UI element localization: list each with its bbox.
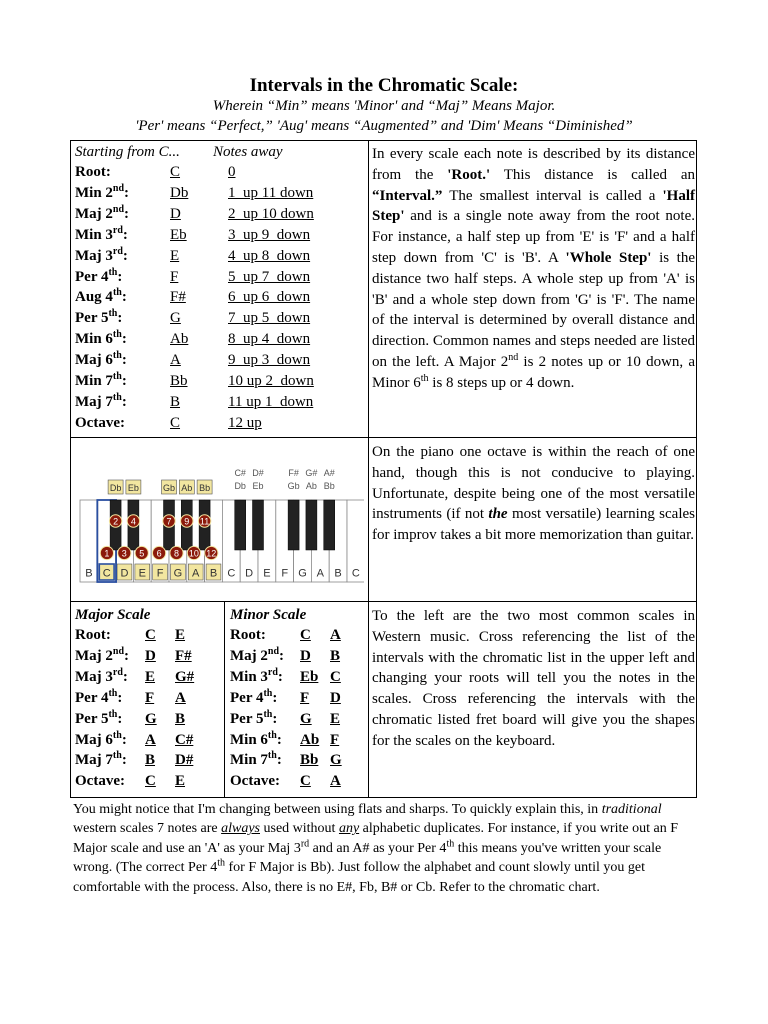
interval-steps: 3 up 9 down (228, 226, 311, 243)
white-key-label: G (298, 567, 307, 580)
interval-name: Maj 6th: (75, 350, 127, 369)
scale-degree: Per 4th: (230, 687, 278, 706)
white-key-label: B (334, 567, 342, 580)
interval-explanation: In every scale each note is described by its distance from the 'Root.' This distance is called an “Interval.” The smallest interval is called a 'Half Step' and is a single note away from the root note. For instance, a half step up from 'E' is 'F' and a half step down from 'C' is 'B'. A 'Whole Step' is the distance two half steps. A whole step up from 'A' is 'B' and a whole step down from 'G' is 'F'. The name of the interval is determined by overall distance and direction. Common names and steps needed are listed on the left. A Major 2nd is 2 notes up or 10 down, a Minor 6th is 8 steps up or 4 down. (372, 146, 696, 391)
scale-degree: Maj 2nd: (230, 645, 285, 664)
interval-name: Aug 4th: (75, 287, 127, 306)
interval-number: 10 (188, 548, 199, 559)
column-divider (368, 141, 369, 797)
scale-note-c-root: F (145, 689, 155, 706)
white-key-label: A (192, 567, 200, 580)
scale-note-c-root: C (300, 773, 311, 790)
scale-column-divider (224, 601, 225, 798)
black-key-sharp-label: D# (252, 468, 264, 478)
white-key-label: F (281, 567, 289, 580)
interval-number: 4 (130, 516, 136, 527)
scale-degree: Maj 2nd: (75, 645, 130, 664)
interval-name: Min 6th: (75, 329, 127, 348)
interval-note: Bb (170, 373, 188, 389)
interval-number: 1 (104, 548, 110, 559)
interval-steps: 6 up 6 down (228, 289, 311, 306)
interval-steps: 12 up (228, 414, 262, 431)
interval-note: B (170, 393, 181, 410)
interval-steps: 2 up 10 down (228, 205, 314, 222)
scale-note-c-root: F (300, 689, 310, 706)
interval-steps: 5 up 7 down (228, 268, 311, 285)
white-key-label: A (316, 567, 324, 580)
scale-note-alt-root: E (175, 773, 186, 790)
scale-note-c-root: Eb (300, 668, 319, 685)
interval-note: G (170, 310, 181, 327)
black-key-sharp-label: C# (234, 468, 246, 478)
scale-degree: Octave: (75, 773, 125, 790)
interval-name: Maj 3rd: (75, 245, 128, 264)
interval-steps: 4 up 8 down (228, 247, 311, 264)
interval-note: D (170, 205, 181, 222)
interval-name: Min 7th: (75, 371, 127, 389)
scale-degree: Octave: (230, 773, 280, 790)
minor-scale-heading: Minor Scale (230, 607, 307, 623)
scale-note-alt-root: F (330, 731, 340, 748)
scale-note-alt-root: G (330, 752, 342, 769)
white-key-label: C (227, 567, 236, 580)
scale-note-alt-root: A (175, 689, 186, 706)
interval-note: A (170, 352, 181, 369)
scale-note-alt-root: C (330, 668, 341, 685)
interval-note: C (170, 414, 181, 431)
scale-degree: Min 7th: (230, 750, 282, 769)
white-key-label: D (245, 567, 254, 580)
interval-number: 6 (156, 548, 162, 559)
scale-note-c-root: Ab (300, 731, 320, 748)
interval-number: 12 (206, 548, 217, 559)
scale-note-alt-root: E (175, 627, 186, 643)
white-key-label: F (156, 567, 164, 580)
scale-note-c-root: C (145, 773, 156, 790)
interval-number: 3 (121, 548, 127, 559)
white-key-label: C (351, 567, 360, 580)
subtitle-abbreviations-1: Wherein “Min” means 'Minor' and “Maj” Means Major. (212, 98, 556, 114)
scale-degree: Per 4th: (75, 687, 123, 706)
black-key-label: Gb (162, 483, 176, 493)
scale-note-c-root: E (145, 668, 156, 685)
interval-note: F (170, 268, 179, 285)
page-title: Intervals in the Chromatic Scale: (249, 75, 519, 96)
intervals-header-start: Starting from C... (75, 144, 180, 160)
scale-note-c-root: C (145, 627, 156, 643)
piano-keyboard-diagram (76, 462, 364, 590)
intervals-header-notes-away: Notes away (213, 144, 283, 160)
scale-note-c-root: C (300, 627, 311, 643)
footer-note: You might notice that I'm changing between using flats and sharps. To quickly explain this, in traditional western scales 7 notes are always used without any alphabetic duplicates. For instance, if you write out an F Major scale and use an 'A' as your Maj 3rd and an A# as your Per 4th this means you've written your scale wrong. (The correct Per 4th for F Major is Bb). Just follow the alphabet and count slowly until you get comfortable with the process. Also, there is no E#, Fb, B# or Cb. Refer to the chromatic chart. (73, 802, 678, 895)
piano-explanation: On the piano one octave is within the reach of one hand, though this is not conducive to playing. Unfortunate, despite being one of the most versatile instruments (if not the most versatile) learning scales for improv takes a bit more memorization than guitar. (372, 444, 695, 544)
white-key-label: C (102, 567, 111, 580)
scale-degree: Root: (230, 627, 266, 643)
interval-number: 7 (166, 516, 172, 527)
interval-steps: 11 up 1 down (228, 393, 314, 410)
scale-degree: Maj 7th: (75, 750, 127, 769)
scale-note-alt-root: B (330, 647, 341, 664)
black-key-flat-label: Gb (287, 481, 300, 491)
interval-name: Maj 2nd: (75, 203, 130, 222)
major-scale-heading: Major Scale (75, 607, 151, 623)
scale-degree: Per 5th: (230, 708, 278, 727)
interval-number: 2 (113, 516, 119, 527)
scale-degree: Root: (75, 627, 111, 643)
interval-name: Octave: (75, 414, 125, 431)
interval-note: F# (170, 289, 186, 306)
black-key (253, 500, 264, 550)
interval-number: 8 (173, 548, 180, 559)
scale-note-alt-root: F# (175, 647, 192, 664)
black-key-flat-label: Ab (305, 481, 317, 491)
white-key-label: B (209, 567, 218, 580)
interval-note: E (170, 247, 180, 264)
scale-note-alt-root: E (330, 710, 341, 727)
scale-note-c-root: G (145, 710, 157, 727)
black-key-flat-label: Bb (323, 481, 335, 491)
interval-steps: 8 up 4 down (228, 331, 311, 348)
black-key-sharp-label: A# (323, 468, 335, 478)
scale-note-c-root: B (145, 752, 156, 769)
interval-number: 5 (139, 548, 145, 559)
scale-note-alt-root: C# (175, 731, 194, 748)
intervals-header (75, 144, 283, 161)
interval-name: Per 5th: (75, 308, 123, 327)
white-key-label: G (173, 567, 183, 580)
interval-note: Ab (170, 331, 189, 348)
interval-steps: 7 up 5 down (228, 310, 311, 327)
interval-number: 9 (184, 516, 190, 527)
black-key (324, 500, 335, 550)
interval-steps: 9 up 3 down (228, 352, 311, 369)
interval-steps: 0 (228, 164, 236, 180)
interval-number: 11 (199, 516, 210, 527)
scale-note-c-root: Bb (300, 752, 319, 769)
black-key-label: Db (109, 483, 122, 493)
black-key (288, 500, 299, 550)
scales-explanation: To the left are the two most common scales in Western music. Cross referencing the list of the intervals with the chromatic list in the upper left and changing your roots will tell you the notes in the scales. Cross referencing the intervals with the chromatic listed fret board will give you the shapes for the scales on the keyboard. (372, 608, 695, 749)
black-key-label: Bb (199, 483, 211, 493)
scale-note-alt-root: D# (175, 752, 194, 769)
interval-note: Db (170, 184, 189, 201)
black-key-sharp-label: G# (305, 468, 318, 478)
scale-note-c-root: D (300, 647, 311, 664)
scale-note-c-root: G (300, 710, 312, 727)
interval-name: Min 3rd: (75, 224, 128, 243)
scale-note-alt-root: B (175, 710, 186, 727)
black-key-flat-label: Eb (252, 481, 264, 491)
scale-degree: Min 6th: (230, 729, 282, 748)
subtitle-abbreviations-2: 'Per' means “Perfect,” 'Aug' means “Augmented” and 'Dim' Means “Diminished” (135, 118, 633, 134)
interval-note: Eb (170, 226, 187, 243)
black-key (235, 500, 246, 550)
scale-note-alt-root: A (330, 773, 341, 790)
scale-degree: Min 3rd: (230, 666, 283, 685)
scale-note-alt-root: G# (175, 668, 195, 685)
interval-name: Maj 7th: (75, 391, 127, 410)
interval-steps: 1 up 11 down (228, 184, 314, 201)
white-key-label: E (138, 567, 146, 580)
interval-note: C (170, 164, 181, 180)
interval-name: Root: (75, 164, 111, 180)
black-key-sharp-label: F# (288, 468, 299, 478)
white-key-label: E (263, 567, 271, 580)
scale-note-c-root: D (145, 647, 156, 664)
scale-degree: Per 5th: (75, 708, 123, 727)
interval-steps: 10 up 2 down (228, 373, 314, 389)
scale-degree: Maj 3rd: (75, 666, 128, 685)
white-key-label: B (85, 567, 93, 580)
scale-note-alt-root: D (330, 689, 341, 706)
row-divider-1 (71, 437, 696, 438)
black-key-label: Ab (181, 483, 193, 493)
scale-note-alt-root: A (330, 627, 341, 643)
black-key-label: Eb (127, 483, 139, 493)
interval-name: Min 2nd: (75, 182, 130, 201)
black-key (306, 500, 317, 550)
interval-name: Per 4th: (75, 266, 123, 285)
scale-degree: Maj 6th: (75, 729, 127, 748)
row-divider-2 (71, 601, 696, 602)
white-key-label: D (120, 567, 129, 580)
scale-note-c-root: A (145, 731, 156, 748)
black-key-flat-label: Db (234, 481, 246, 491)
